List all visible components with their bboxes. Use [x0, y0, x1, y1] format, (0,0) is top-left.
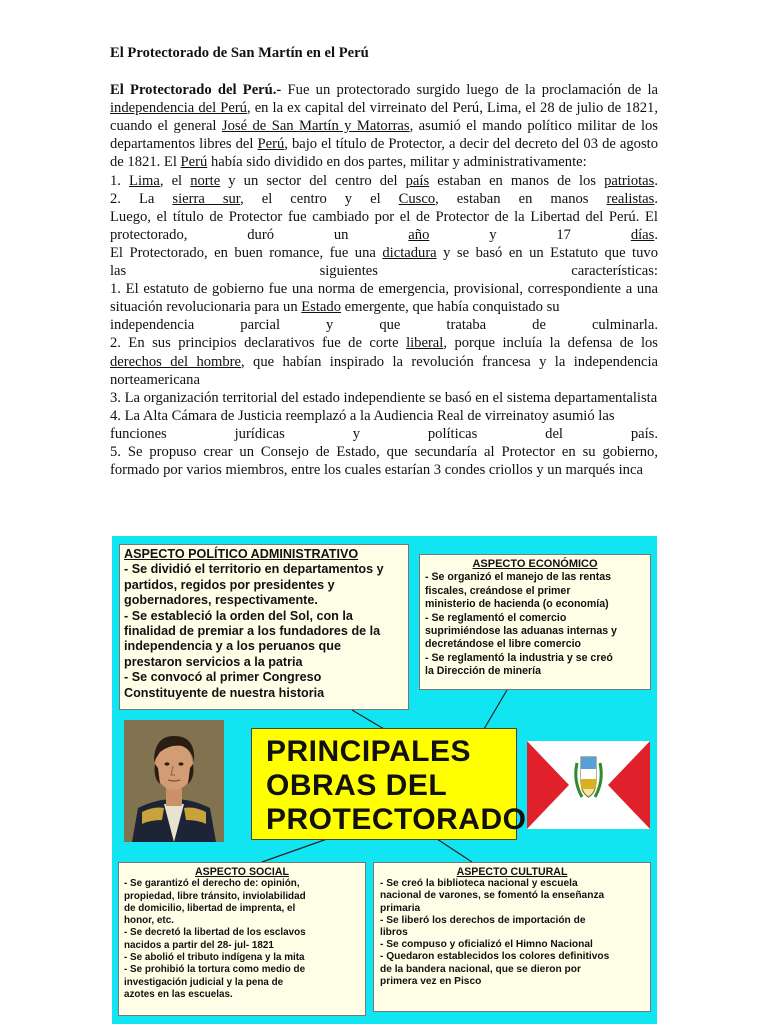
- aspect-line: - Se reglamentó el comercio: [425, 611, 567, 624]
- aspect-social-title: ASPECTO SOCIAL: [195, 866, 289, 878]
- text: emergente, que había conquistado su: [341, 299, 560, 316]
- document-title: El Protectorado de San Martín en el Perú: [110, 45, 369, 61]
- text: , que habían inspirado la revolución francesa y la independencia norteamericana: [110, 353, 658, 388]
- aspect-line: primera vez en Pisco: [380, 975, 482, 987]
- aspect-social-box: [118, 862, 366, 1016]
- text: , estaban en manos: [435, 190, 607, 207]
- aspect-economic-box: [419, 554, 651, 690]
- text: , bajo el título de Protector, a decir del decreto del 03 de agosto de 1821. El: [110, 136, 658, 171]
- text: , el centro y el: [240, 190, 399, 207]
- link-patriotas[interactable]: patriotas: [604, 172, 655, 189]
- aspect-line: - Quedaron establecidos los colores definitivos: [380, 951, 610, 963]
- intro-paragraph: [110, 81, 658, 171]
- protector-line: Luego, el título de Protector fue cambiado por el de Protector de la Libertad del Perú. El: [110, 208, 658, 225]
- aspect-line: - Se liberó los derechos de importación de: [380, 914, 586, 926]
- link-peru[interactable]: Perú: [257, 136, 285, 153]
- aspect-line: fiscales, creándose el primer: [425, 584, 571, 597]
- main-title-line: OBRAS DEL: [266, 769, 448, 802]
- link-sierra-sur[interactable]: sierra sur: [172, 190, 241, 207]
- link-ano[interactable]: año: [408, 226, 430, 243]
- aspect-line: - Se prohibió la tortura como medio de: [124, 964, 306, 976]
- characteristic-5: 5. Se propuso crear un Consejo de Estado, que secundaría al Protector en su gobierno, formado por varios miembros, entre los cuales estarían 3 condes criollos y un marqués inca: [110, 443, 658, 479]
- aspect-line: - Se dividió el territorio en departamentos y: [124, 562, 384, 577]
- text: , en la ex capital del virreinato del Perú, Lima, el 28 de julio de 1821, cuando el general: [110, 100, 658, 135]
- aspect-line: la Dirección de minería: [425, 665, 541, 678]
- aspect-line: gobernadores, respectivamente.: [124, 593, 318, 608]
- aspect-cultural-title: ASPECTO CULTURAL: [456, 866, 568, 878]
- text: estaban en manos de los: [429, 172, 605, 189]
- aspect-line: azotes en las escuelas.: [124, 988, 233, 1000]
- text: y se basó en un Estatuto que tuvo: [436, 244, 658, 261]
- link-norte[interactable]: norte: [190, 172, 221, 189]
- link-dias[interactable]: días: [630, 226, 655, 243]
- aspect-line: - Se estableció la orden del Sol, con la: [124, 608, 353, 623]
- main-title-box: [251, 728, 527, 840]
- aspect-line: - Se abolió el tributo indígena y la mita: [124, 952, 305, 964]
- text: .: [654, 172, 658, 189]
- aspect-line: nacidos a partir del 28- jul- 1821: [124, 939, 274, 951]
- characteristic-1-end: independencia parcial y que trataba de culminarla.: [110, 317, 658, 334]
- aspect-line: investigación judicial y la pena de: [124, 976, 284, 988]
- link-estado[interactable]: Estado: [301, 299, 341, 316]
- aspect-line: - Se reglamentó la industria y se creó: [425, 651, 613, 664]
- aspect-line: independencia y a los peruanos que: [124, 639, 341, 654]
- text: y un sector del centro del: [220, 172, 406, 189]
- infographic: [112, 536, 657, 1024]
- link-cusco[interactable]: Cusco: [398, 190, 436, 207]
- aspect-line: - Se decretó la libertad de los esclavos: [124, 927, 306, 939]
- link-dictadura[interactable]: dictadura: [382, 244, 437, 261]
- text: 1. El estatuto de gobierno fue una norma de emergencia, provisional, correspondiente a una situación revolucionaria para un: [110, 281, 658, 316]
- aspect-line: decretándose el libre comercio: [425, 638, 582, 651]
- link-liberal[interactable]: liberal: [406, 335, 444, 352]
- link-san-martin[interactable]: José de San Martín y Matorras: [221, 118, 410, 135]
- aspect-line: prestaron servicios a la patria: [124, 654, 303, 669]
- link-independencia[interactable]: independencia del Perú: [110, 100, 247, 117]
- text: Fue un protectorado surgido luego de la proclamación de la: [281, 82, 658, 99]
- text: y 17: [429, 226, 631, 243]
- text: , asumió el mando político militar de los departamentos libres del: [110, 118, 658, 153]
- aspect-line: libros: [380, 927, 408, 939]
- aspect-political-box: [119, 544, 409, 710]
- aspect-line: - Se convocó al primer Congreso: [124, 670, 322, 685]
- text: .: [654, 226, 658, 243]
- text: 2. En sus principios declarativos fue de corte: [110, 335, 407, 352]
- item-1: [110, 172, 658, 190]
- main-title-line: PROTECTORADO: [266, 803, 527, 836]
- aspect-cultural-box: [373, 862, 651, 1012]
- aspect-line: de la bandera nacional, que se dieron por: [380, 963, 581, 975]
- aspect-line: - Se compuso y oficializó el Himno Nacional: [380, 939, 593, 951]
- text: , el: [159, 172, 191, 189]
- intro-heading: El Protectorado del Perú.-: [110, 82, 282, 99]
- link-lima[interactable]: Lima: [129, 172, 160, 189]
- characteristic-4: 4. La Alta Cámara de Justicia reemplazó a la Audiencia Real de virreinatoy asumió las: [110, 407, 615, 424]
- characteristics-line: las siguientes características:: [110, 263, 658, 280]
- aspect-economic-title: ASPECTO ECONÓMICO: [472, 558, 598, 570]
- text: , porque incluía la defensa de los: [443, 335, 658, 352]
- aspect-line: primaria: [380, 902, 421, 914]
- aspect-line: - Se garantizó el derecho de: opinión,: [124, 878, 300, 890]
- characteristic-2: [110, 334, 658, 388]
- aspect-line: suprimiéndose las aduanas internas y: [425, 625, 617, 638]
- characteristic-1: [110, 280, 658, 316]
- aspect-line: - Se creó la biblioteca nacional y escuela: [380, 878, 578, 890]
- link-pais[interactable]: país: [405, 172, 430, 189]
- peru-flag: [527, 741, 650, 829]
- aspect-line: honor, etc.: [124, 915, 174, 927]
- characteristic-3: 3. La organización territorial del estado independiente se basó en el sistema departamentalista: [110, 389, 658, 406]
- text: 1.: [110, 172, 130, 189]
- link-derechos-del-hombre[interactable]: derechos del hombre: [110, 353, 242, 370]
- aspect-line: Constituyente de nuestra historia: [124, 685, 325, 700]
- text: había sido dividido en dos partes, militar y administrativamente:: [207, 154, 587, 171]
- aspect-line: nacional de varones, se fomentó la enseñanza: [380, 890, 605, 902]
- aspect-political-title: ASPECTO POLÍTICO ADMINISTRATIVO: [124, 547, 359, 561]
- aspect-line: partidos, regidos por presidentes y: [124, 577, 335, 592]
- link-realistas[interactable]: realistas: [606, 190, 655, 207]
- text: El Protectorado, en buen romance, fue una: [110, 244, 383, 261]
- aspect-line: finalidad de premiar a los fundadores de la: [124, 624, 381, 639]
- text: .: [654, 190, 658, 207]
- link-peru[interactable]: Perú: [180, 154, 208, 171]
- duration-line: [110, 226, 658, 244]
- aspect-line: ministerio de hacienda (o economía): [425, 598, 609, 611]
- san-martin-portrait: [124, 720, 224, 842]
- text: protectorado, duró un: [110, 226, 409, 243]
- text: 2. La: [110, 190, 173, 207]
- item-2: [110, 190, 658, 208]
- document-body: [110, 44, 658, 479]
- characteristic-4-end: funciones jurídicas y políticas del país.: [110, 425, 658, 442]
- aspect-line: propiedad, libre tránsito, inviolabilidad: [124, 890, 306, 902]
- romance-line: [110, 244, 658, 262]
- main-title-line: PRINCIPALES: [266, 735, 471, 768]
- aspect-line: - Se organizó el manejo de las rentas: [425, 571, 612, 584]
- aspect-line: de domicilio, libertad de imprenta, el: [124, 902, 296, 914]
